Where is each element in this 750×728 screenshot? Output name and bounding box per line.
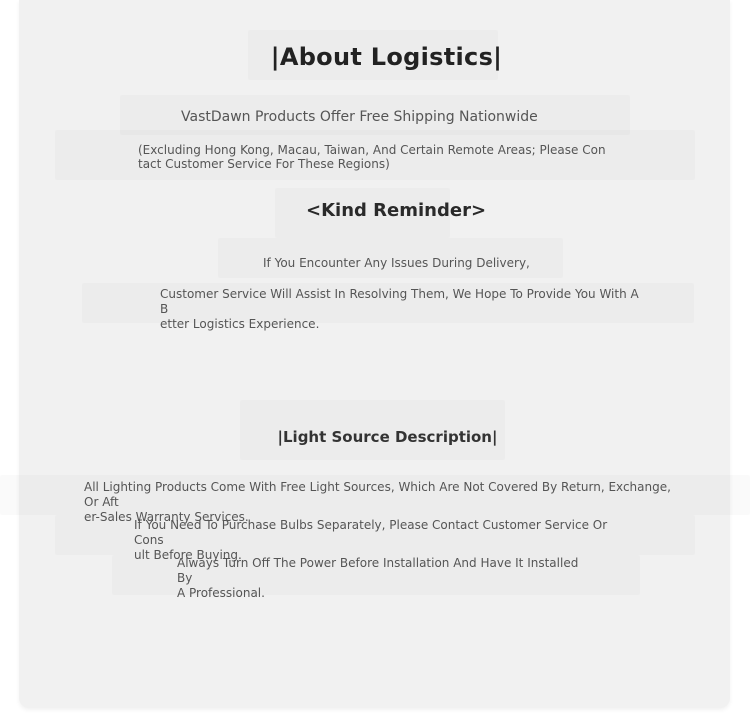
light-source-bulbs-text: If You Need To Purchase Bulbs Separately, Please Contact Customer Service Or Cons ult Before Buying. xyxy=(134,518,608,562)
shipping-exclusion-text: (Excluding Hong Kong, Macau, Taiwan, And Certain Remote Areas; Please Con tact Customer Service For These Regions) xyxy=(138,143,606,171)
logistics-title: |About Logistics| xyxy=(270,43,503,71)
light-source-installation-text: Always Turn Off The Power Before Installation And Have It Installed By A Professional. xyxy=(177,556,579,600)
light-source-warranty-text: All Lighting Products Come With Free Light Sources, Which Are Not Covered By Return, Exchange, Or Aft er-Sales Warranty Services. xyxy=(84,480,671,524)
reminder-customer-service: Customer Service Will Assist In Resolving Them, We Hope To Provide You With A B etter Logistics Experience. xyxy=(160,287,639,331)
kind-reminder-title: <Kind Reminder> xyxy=(306,200,487,221)
free-shipping-text: VastDawn Products Offer Free Shipping Nationwide xyxy=(181,109,538,125)
reminder-delivery-issues: If You Encounter Any Issues During Delivery, xyxy=(263,256,530,270)
light-source-title: |Light Source Description| xyxy=(277,428,498,446)
